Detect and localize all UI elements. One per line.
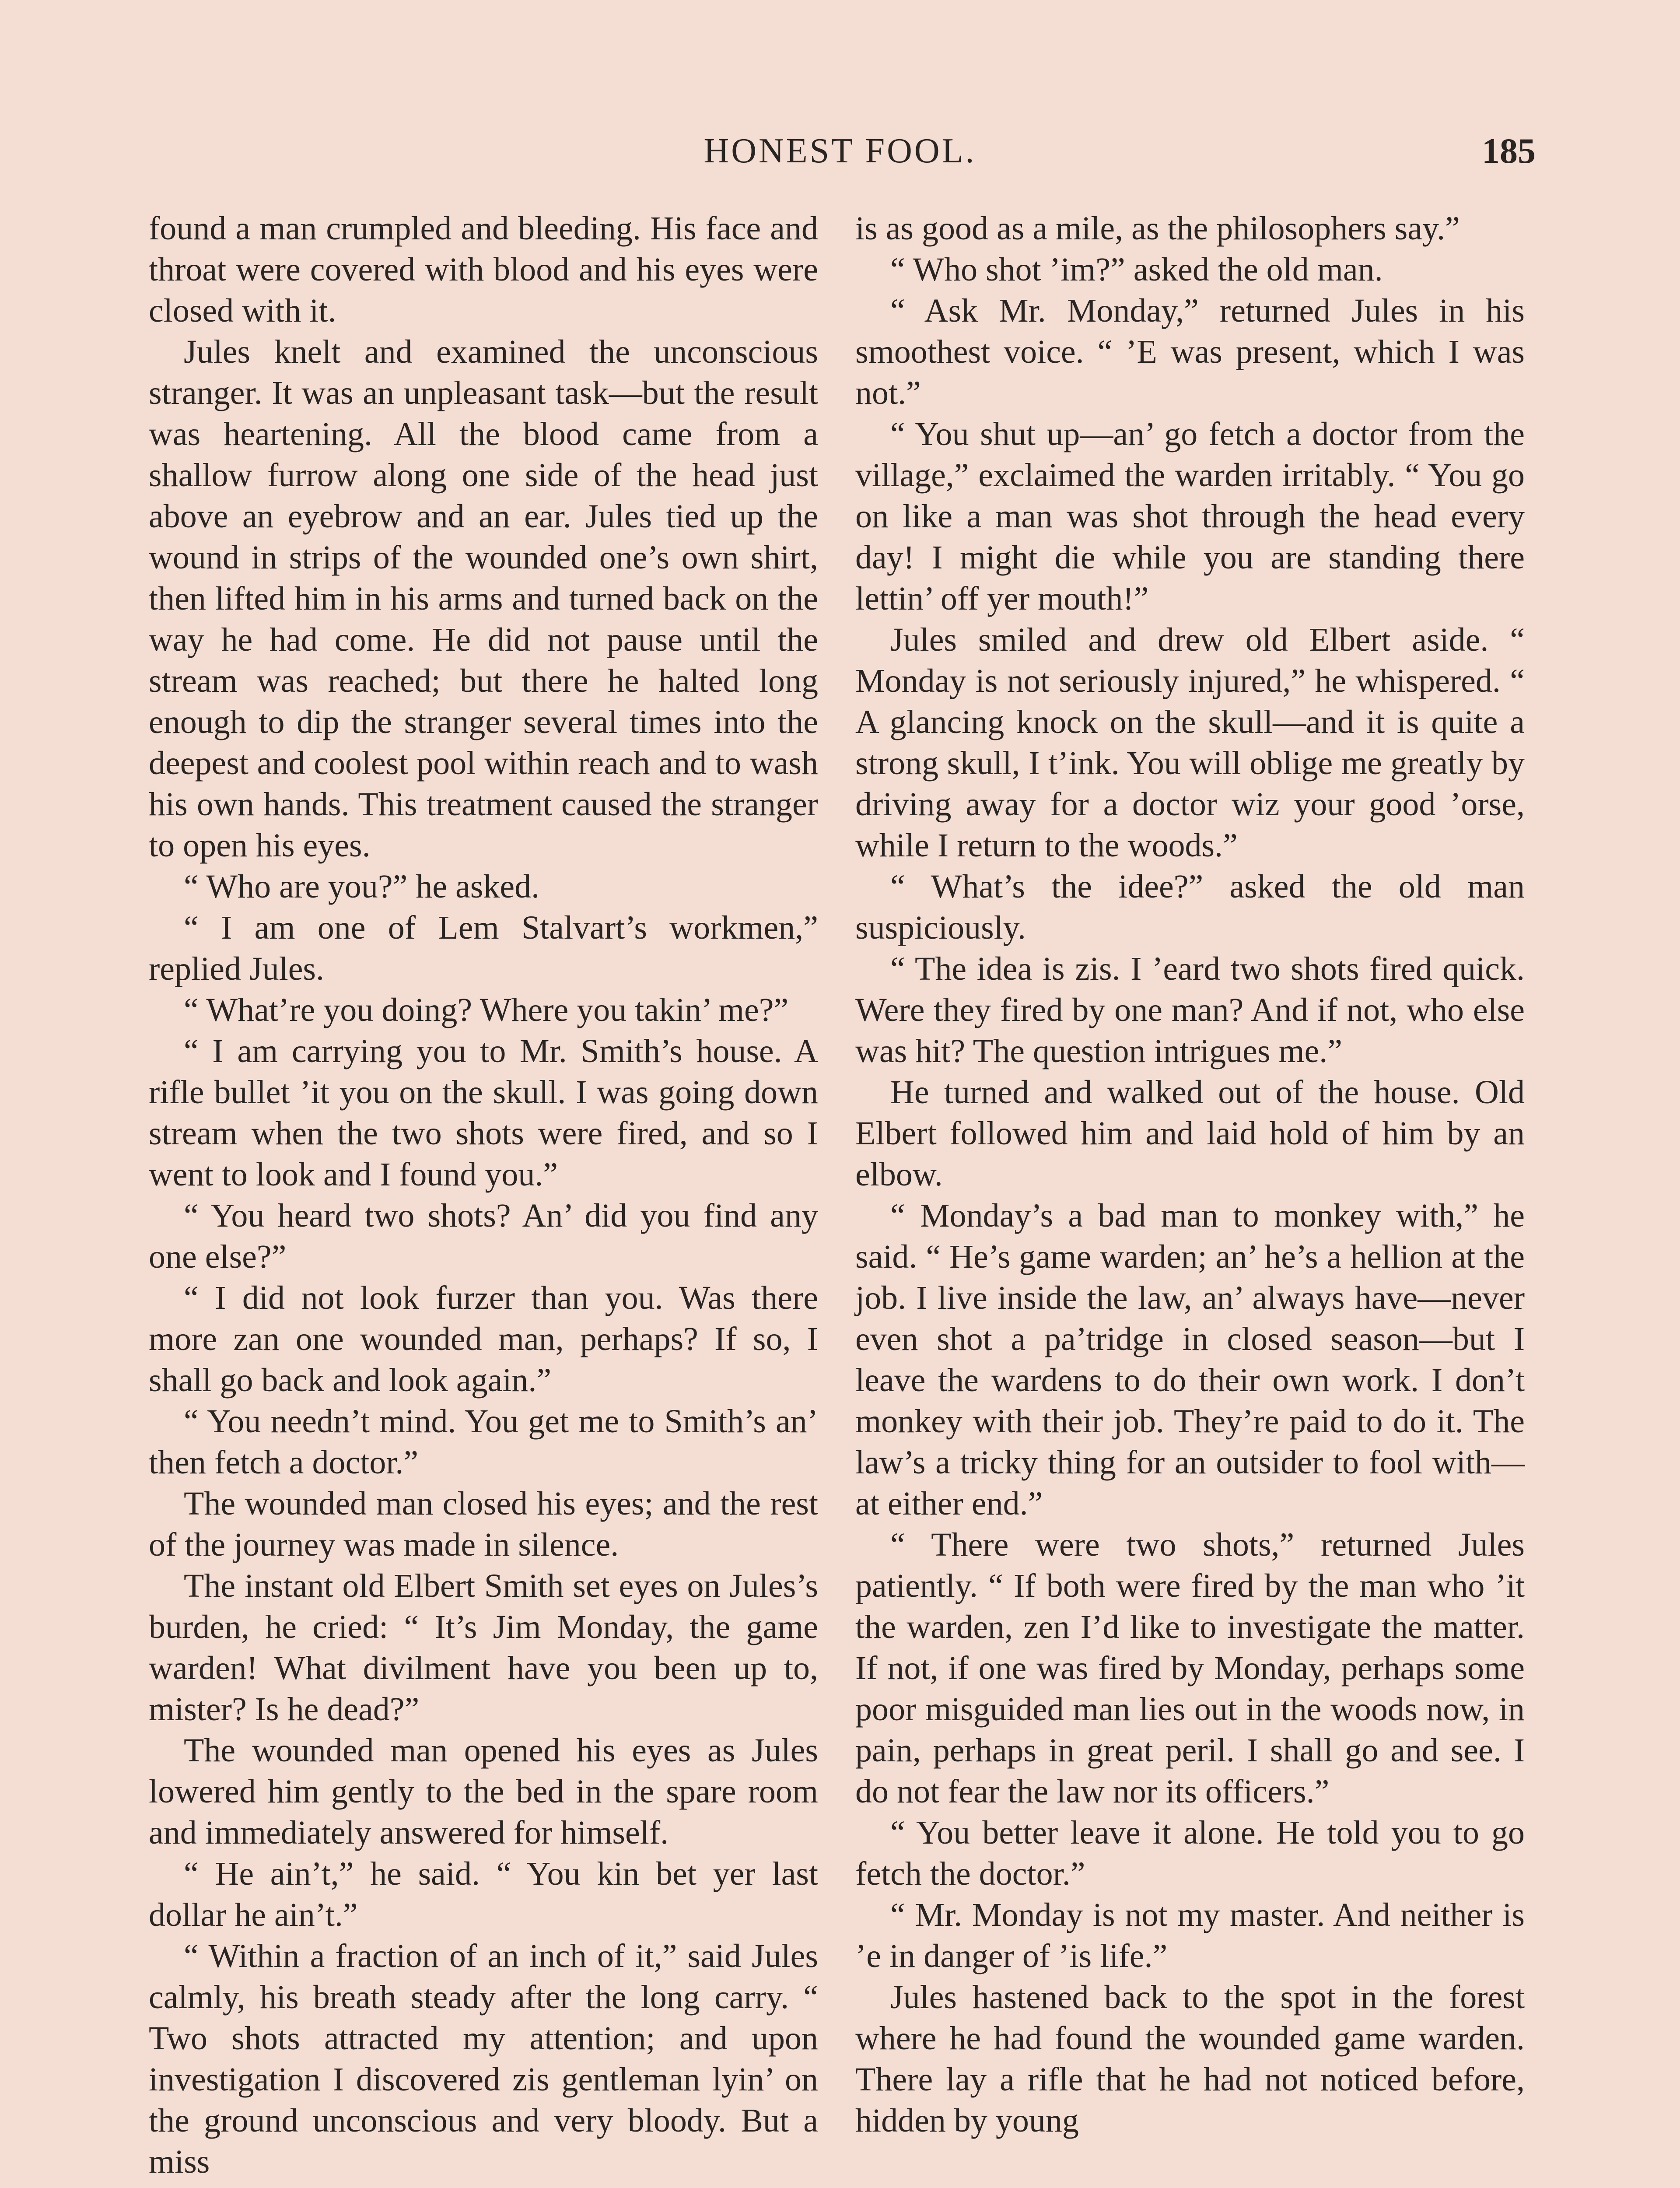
paragraph: “ You needn’t mind. You get me to Smith’s an’ then fetch a doctor.” — [149, 1403, 818, 1481]
paragraph: “ You shut up—an’ go fetch a doctor from the village,” exclaimed the warden irritably. “ You go on like a man was shot through the head every day! I might die while you are standing there lettin’ off yer mouth!” — [855, 416, 1525, 617]
paragraph: found a man crumpled and bleeding. His face and throat were covered with blood and his eyes were closed with it. — [149, 210, 818, 329]
paragraph: Jules smiled and drew old Elbert aside. “ Monday is not seriously injured,” he whispered. “ A glancing knock on the skull—and it is quite a strong skull, I t’ink. You will oblige me greatly by driving away for a doctor wiz your good ’orse, while I return to the woods.” — [855, 621, 1525, 864]
paragraph: “ What’re you doing? Where you takin’ me?” — [184, 992, 789, 1028]
paragraph: “ What’s the idee?” asked the old man suspiciously. — [855, 868, 1525, 946]
paragraph: Jules knelt and examined the unconscious stranger. It was an unpleasant task—but the result was heartening. All the blood came from a shallow furrow along one side of the head just above an eyebrow and an ear. Jules tied up the wound in strips of the wounded one’s own shirt, then lifted him in his arms and turned back on the way he had come. He did not pause until the stream was reached; but there he halted long enough to dip the stranger several times into the deepest and coolest pool within reach and to wash his own hands. This treatment caused the stranger to open his eyes. — [149, 333, 818, 864]
paragraph: “ Within a fraction of an inch of it,” said Jules calmly, his breath steady after the long carry. “ Two shots attracted my attention; and upon investigation I discovered zis gentleman lyin’ on the ground unconscious and very bloody. But a miss — [149, 1938, 818, 2180]
paragraph: “ Mr. Monday is not my master. And neither is ’e in danger of ’is life.” — [855, 1897, 1525, 1974]
paragraph: “ You better leave it alone. He told you to go fetch the doctor.” — [855, 1814, 1525, 1892]
paragraph: “ He ain’t,” he said. “ You kin bet yer last dollar he ain’t.” — [149, 1855, 818, 1933]
paragraph: “ There were two shots,” returned Jules patiently. “ If both were fired by the man who ’it the warden, zen I’d like to investigate the matter. If not, if one was fired by Monday, perhaps some poor misguided man lies out in the woods now, in pain, perhaps in great peril. I shall go and see. I do not fear the law nor its officers.” — [855, 1526, 1525, 1810]
paragraph: The wounded man closed his eyes; and the rest of the journey was made in silence. — [149, 1485, 818, 1563]
paragraph: “ I am one of Lem Stalvart’s workmen,” replied Jules. — [149, 909, 818, 987]
right-column — [855, 208, 1525, 2141]
paragraph: “ Ask Mr. Monday,” returned Jules in his smoothest voice. “ ’E was present, which I was not.” — [855, 292, 1525, 411]
paragraph: “ I am carrying you to Mr. Smith’s house. A rifle bullet ’it you on the skull. I was going down stream when the two shots were fired, and so I went to look and I found you.” — [149, 1033, 818, 1193]
paragraph: “ Who shot ’im?” asked the old man. — [890, 251, 1383, 288]
running-head — [144, 127, 1536, 175]
paragraph: “ I did not look furzer than you. Was there more zan one wounded man, perhaps? If so, I shall go back and look again.” — [149, 1280, 818, 1399]
left-column — [149, 208, 818, 2182]
paragraph: Jules hastened back to the spot in the forest where he had found the wounded game warden. There lay a rifle that he had not noticed before, hidden by young — [855, 1979, 1525, 2139]
paragraph: “ You heard two shots? An’ did you find any one else?” — [149, 1197, 818, 1275]
paragraph: “ Monday’s a bad man to monkey with,” he said. “ He’s game warden; an’ he’s a hellion at the job. I live inside the law, an’ always have—never even shot a pa’tridge in closed season—but I leave the wardens to do their own work. I don’t monkey with their job. They’re paid to do it. The law’s a tricky thing for an outsider to fool with—at either end.” — [855, 1197, 1525, 1522]
paragraph: The wounded man opened his eyes as Jules lowered him gently to the bed in the spare room and immediately answered for himself. — [149, 1732, 818, 1851]
paragraph: “ The idea is zis. I ’eard two shots fired quick. Were they fired by one man? And if not, who else was hit? The question intrigues me.” — [855, 950, 1525, 1069]
page-number: 185 — [1482, 131, 1536, 171]
paragraph: is as good as a mile, as the philosophers say.” — [855, 210, 1460, 247]
paragraph: “ Who are you?” he asked. — [184, 868, 540, 905]
paragraph: He turned and walked out of the house. Old Elbert followed him and laid hold of him by an elbow. — [855, 1074, 1525, 1193]
running-title: HONEST FOOL. — [704, 132, 976, 170]
paragraph: The instant old Elbert Smith set eyes on Jules’s burden, he cried: “ It’s Jim Monday, the game warden! What divilment have you been up to, mister? Is he dead?” — [149, 1567, 818, 1728]
